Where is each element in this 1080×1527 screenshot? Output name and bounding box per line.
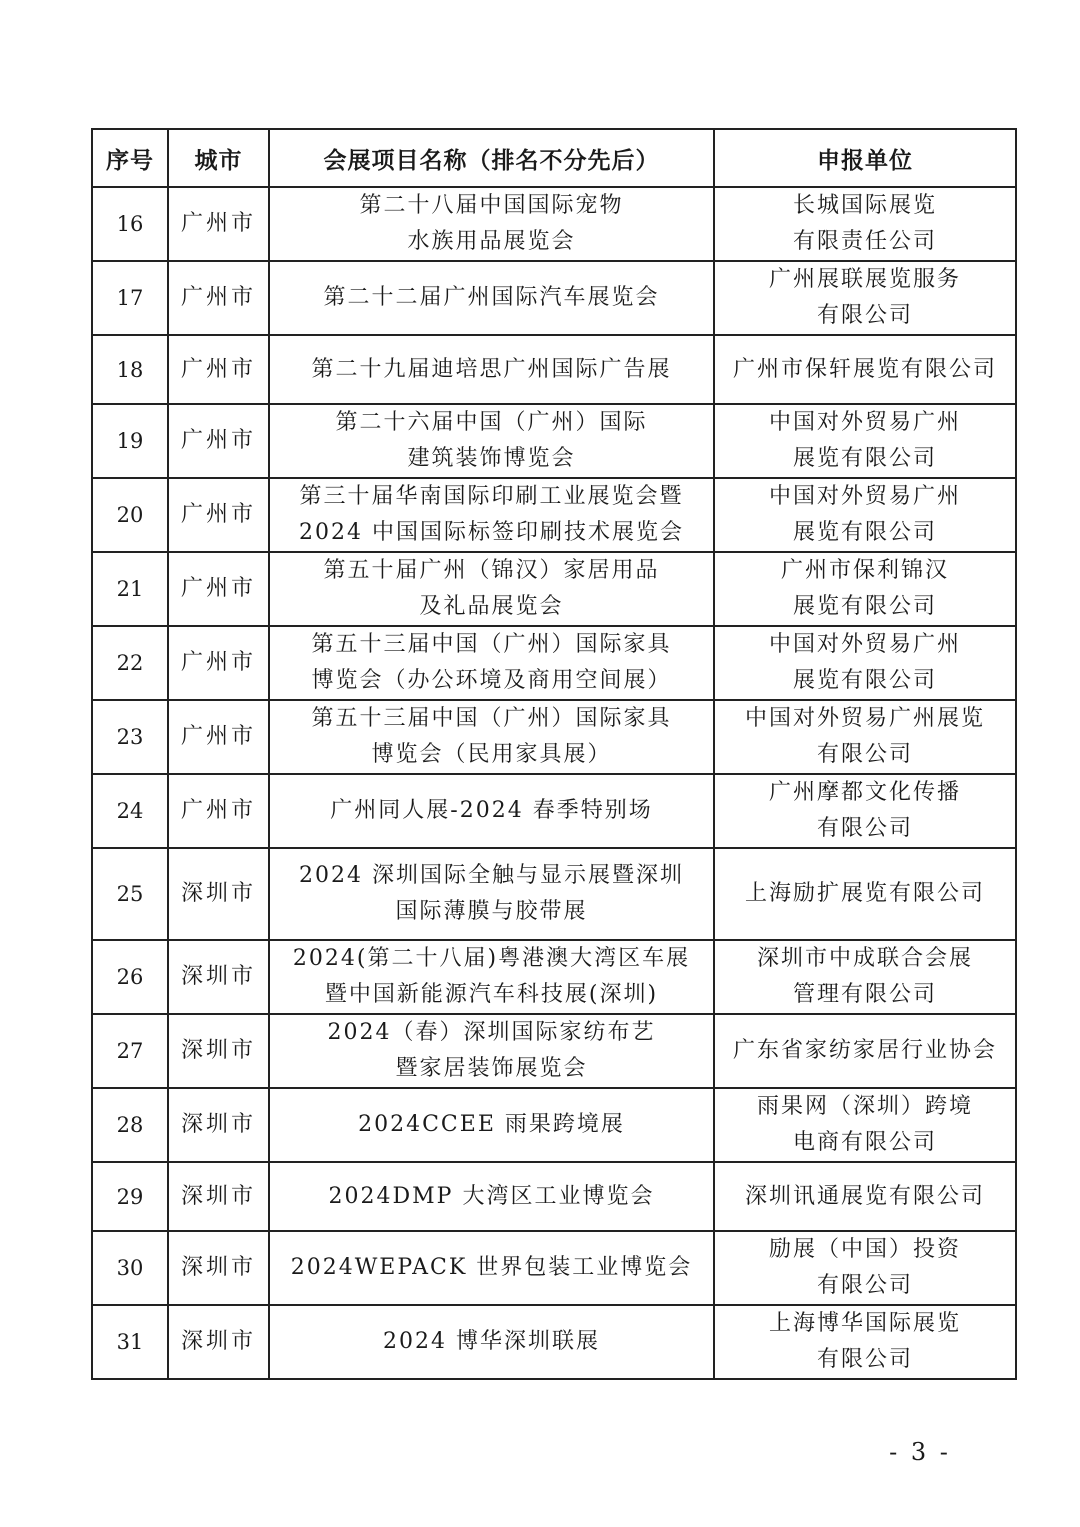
table-row	[92, 478, 1016, 552]
applicant-line: 有限公司	[816, 303, 913, 328]
row-applicant	[714, 1014, 1016, 1088]
row-applicant	[714, 626, 1016, 700]
project-name-line: 第二十九届迪培思广州国际广告展	[311, 356, 672, 382]
row-project-name	[269, 404, 714, 478]
applicant-line: 上海博华国际展览	[768, 1311, 961, 1336]
project-name-line: 第五十三届中国（广州）国际家具	[311, 632, 672, 657]
row-city: 深圳市	[168, 1088, 269, 1162]
project-name-line: 2024CCEE 雨果跨境展	[358, 1112, 625, 1137]
table-row	[92, 1162, 1016, 1231]
row-city: 广州市	[168, 552, 269, 626]
project-name-line: 2024(第二十八届)粤港澳大湾区车展	[292, 946, 691, 971]
applicant-line: 有限公司	[816, 1347, 913, 1372]
table-row	[92, 261, 1016, 335]
row-project-name	[269, 187, 714, 261]
project-name-line: 2024 深圳国际全触与显示展暨深圳	[299, 863, 684, 888]
applicant-line: 展览有限公司	[792, 446, 937, 471]
table-row	[92, 700, 1016, 774]
applicant-line: 展览有限公司	[792, 668, 937, 693]
row-index: 24	[92, 774, 168, 848]
row-index: 16	[92, 187, 168, 261]
row-applicant	[714, 1231, 1016, 1305]
project-name-line: 国际薄膜与胶带展	[395, 899, 588, 924]
project-name-line: 第五十三届中国（广州）国际家具	[311, 706, 672, 731]
table-row	[92, 1088, 1016, 1162]
applicant-line: 中国对外贸易广州	[768, 484, 961, 509]
row-city: 广州市	[168, 335, 269, 404]
applicant-line: 广州市保利锦汉	[780, 558, 949, 583]
applicant-line: 广州市保轩展览有限公司	[732, 356, 997, 382]
row-project-name	[269, 1162, 714, 1231]
row-applicant	[714, 404, 1016, 478]
row-index: 22	[92, 626, 168, 700]
table-row	[92, 552, 1016, 626]
applicant-line: 长城国际展览	[792, 193, 937, 218]
project-name-line: 第二十二届广州国际汽车展览会	[323, 285, 660, 310]
row-city: 广州市	[168, 626, 269, 700]
row-project-name	[269, 774, 714, 848]
row-index: 21	[92, 552, 168, 626]
row-applicant	[714, 700, 1016, 774]
row-project-name	[269, 1231, 714, 1305]
table-row	[92, 1231, 1016, 1305]
project-name-line: 广州同人展-2024 春季特别场	[330, 798, 653, 823]
row-index: 30	[92, 1231, 168, 1305]
row-city: 深圳市	[168, 1231, 269, 1305]
row-applicant	[714, 187, 1016, 261]
applicant-line: 广东省家纺家居行业协会	[732, 1038, 997, 1063]
project-name-line: 博览会（民用家具展）	[371, 742, 612, 767]
header-applicant: 申报单位	[714, 129, 1016, 187]
applicant-line: 有限公司	[816, 1273, 913, 1298]
project-name-line: 2024（春）深圳国际家纺布艺	[327, 1020, 656, 1045]
row-project-name	[269, 940, 714, 1014]
project-name-line: 第二十八届中国国际宠物	[359, 193, 624, 218]
row-applicant	[714, 1088, 1016, 1162]
row-city: 广州市	[168, 404, 269, 478]
table-row	[92, 187, 1016, 261]
table-header-row	[92, 129, 1016, 187]
project-name-line: 第三十届华南国际印刷工业展览会暨	[299, 484, 684, 509]
applicant-line: 深圳市中成联合会展	[756, 946, 973, 971]
row-applicant	[714, 335, 1016, 404]
applicant-line: 展览有限公司	[792, 520, 937, 545]
row-applicant	[714, 478, 1016, 552]
applicant-line: 有限公司	[816, 742, 913, 767]
row-index: 25	[92, 848, 168, 940]
row-city: 深圳市	[168, 1014, 269, 1088]
row-city: 深圳市	[168, 1305, 269, 1379]
row-index: 27	[92, 1014, 168, 1088]
applicant-line: 励展（中国）投资	[768, 1237, 961, 1262]
project-name-line: 2024 中国国际标签印刷技术展览会	[299, 520, 684, 545]
table-row	[92, 335, 1016, 404]
project-name-line: 建筑装饰博览会	[407, 446, 576, 471]
applicant-line: 深圳讯通展览有限公司	[744, 1183, 985, 1209]
project-name-line: 暨家居装饰展览会	[395, 1056, 588, 1081]
project-name-line: 第五十届广州（锦汉）家居用品	[323, 558, 660, 583]
row-city: 广州市	[168, 478, 269, 552]
row-applicant	[714, 848, 1016, 940]
project-name-line: 第二十六届中国（广州）国际	[335, 410, 648, 435]
row-city: 广州市	[168, 261, 269, 335]
row-applicant	[714, 940, 1016, 1014]
row-project-name	[269, 848, 714, 940]
row-index: 28	[92, 1088, 168, 1162]
row-city: 深圳市	[168, 940, 269, 1014]
table-row	[92, 1305, 1016, 1379]
project-name-line: 博览会（办公环境及商用空间展）	[311, 668, 672, 693]
table-row	[92, 848, 1016, 940]
row-index: 18	[92, 335, 168, 404]
project-name-line: 水族用品展览会	[407, 229, 576, 254]
table-row	[92, 1014, 1016, 1088]
project-name-line: 2024WEPACK 世界包装工业博览会	[290, 1255, 693, 1280]
table-row	[92, 940, 1016, 1014]
project-name-line: 2024 博华深圳联展	[383, 1329, 600, 1354]
row-index: 19	[92, 404, 168, 478]
header-project-name: 会展项目名称（排名不分先后）	[269, 129, 714, 187]
row-applicant	[714, 261, 1016, 335]
row-applicant	[714, 552, 1016, 626]
applicant-line: 展览有限公司	[792, 594, 937, 619]
applicant-line: 上海励扩展览有限公司	[744, 881, 985, 906]
row-index: 20	[92, 478, 168, 552]
row-project-name	[269, 626, 714, 700]
row-applicant	[714, 1162, 1016, 1231]
exhibition-table	[91, 128, 1017, 1380]
table-row	[92, 626, 1016, 700]
project-name-line: 暨中国新能源汽车科技展(深圳)	[324, 982, 659, 1007]
applicant-line: 中国对外贸易广州	[768, 632, 961, 657]
row-project-name	[269, 478, 714, 552]
applicant-line: 中国对外贸易广州展览	[744, 706, 985, 731]
row-city: 广州市	[168, 187, 269, 261]
row-project-name	[269, 335, 714, 404]
row-index: 26	[92, 940, 168, 1014]
row-applicant	[714, 1305, 1016, 1379]
applicant-line: 雨果网（深圳）跨境	[756, 1094, 973, 1119]
applicant-line: 广州展联展览服务	[768, 267, 961, 292]
row-project-name	[269, 1014, 714, 1088]
table-row	[92, 404, 1016, 478]
row-city: 深圳市	[168, 848, 269, 940]
table-row	[92, 774, 1016, 848]
row-project-name	[269, 1305, 714, 1379]
project-name-line: 2024DMP 大湾区工业博览会	[328, 1183, 655, 1209]
row-city: 深圳市	[168, 1162, 269, 1231]
applicant-line: 广州摩都文化传播	[768, 780, 961, 805]
project-name-line: 及礼品展览会	[419, 594, 564, 619]
header-index: 序号	[92, 129, 168, 187]
row-city: 广州市	[168, 700, 269, 774]
row-project-name	[269, 700, 714, 774]
header-city: 城市	[168, 129, 269, 187]
row-project-name	[269, 261, 714, 335]
applicant-line: 电商有限公司	[792, 1130, 937, 1155]
applicant-line: 有限责任公司	[792, 229, 937, 254]
row-city: 广州市	[168, 774, 269, 848]
row-index: 29	[92, 1162, 168, 1231]
row-project-name	[269, 552, 714, 626]
row-index: 23	[92, 700, 168, 774]
row-applicant	[714, 774, 1016, 848]
applicant-line: 有限公司	[816, 816, 913, 841]
row-index: 17	[92, 261, 168, 335]
row-index: 31	[92, 1305, 168, 1379]
page-number: - 3 -	[889, 1438, 951, 1466]
applicant-line: 管理有限公司	[792, 982, 937, 1007]
row-project-name	[269, 1088, 714, 1162]
applicant-line: 中国对外贸易广州	[768, 410, 961, 435]
